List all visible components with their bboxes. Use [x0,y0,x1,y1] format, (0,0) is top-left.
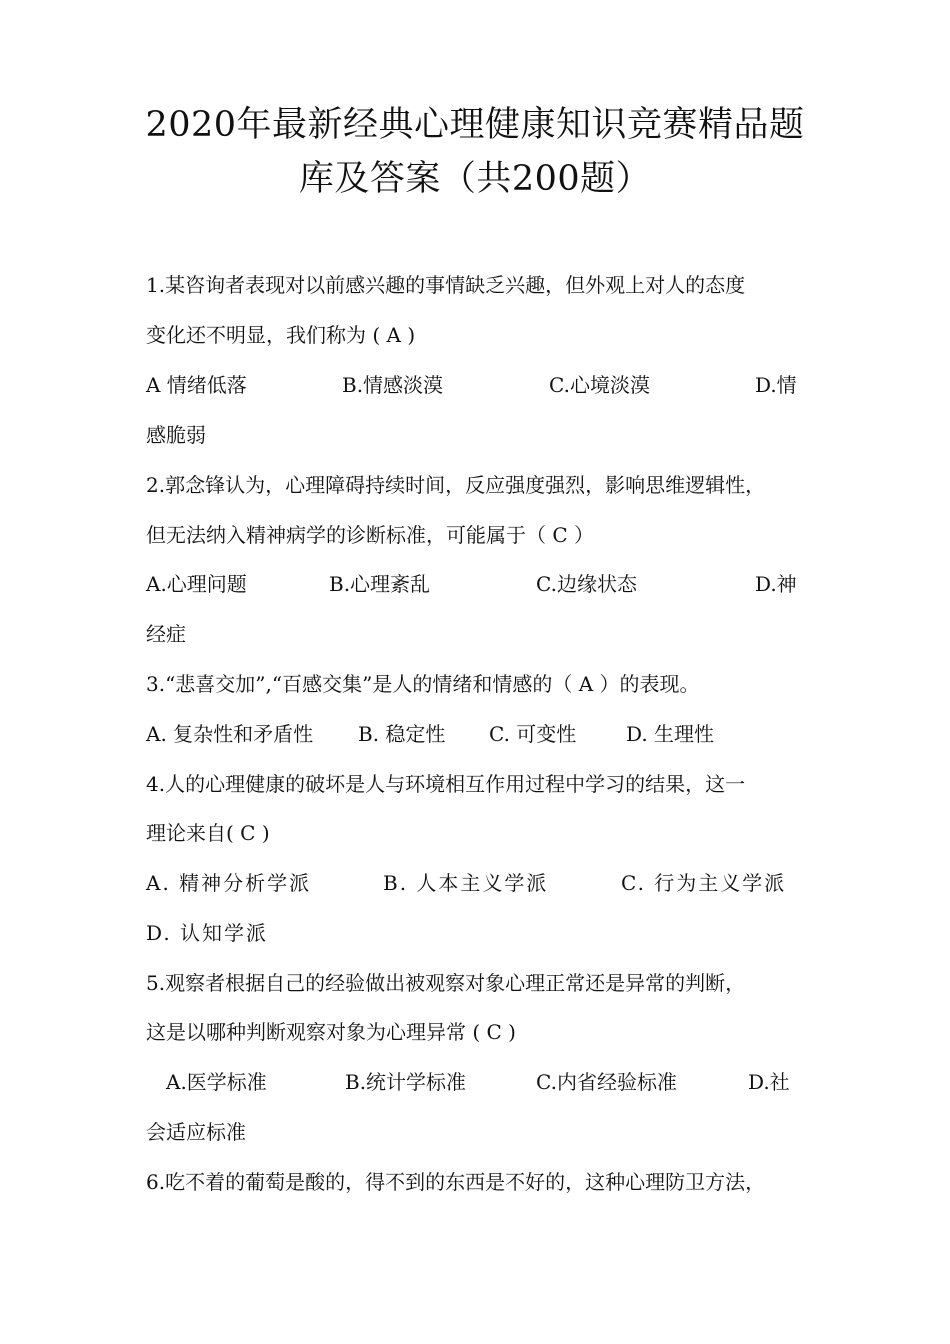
question-3-option-c: C. 可变性 [489,722,577,746]
question-2-option-d: D.神 [755,572,797,596]
question-1-option-d: D.情 [755,373,797,397]
question-4-option-c: C. 行为主义学派 [621,871,787,895]
question-5-option-b: B.统计学标准 [345,1070,467,1094]
question-2-option-c: C.边缘状态 [536,572,637,596]
question-4-stem-line-1: 4.人的心理健康的破坏是人与环境相互作用过程中学习的结果，这一 [146,772,746,796]
question-6-stem: 6.吃不着的葡萄是酸的，得不到的东西是不好的，这种心理防卫方法， [146,1170,766,1194]
question-2-option-wrap: 经症 [146,622,186,646]
question-1-option-wrap: 感脆弱 [146,423,206,447]
question-5-option-wrap: 会适应标准 [146,1120,246,1144]
question-2-option-b: B.心理紊乱 [329,572,431,596]
question-3-option-b: B. 稳定性 [358,722,446,746]
question-4-option-wrap: D. 认知学派 [146,921,269,945]
question-5-option-c: C.内省经验标准 [536,1070,677,1094]
question-1-option-b: B.情感淡漠 [342,373,444,397]
document-title-line-2: 库及答案（共200题） [298,159,652,199]
question-3-option-d: D. 生理性 [626,722,715,746]
question-1-option-a: A 情绪低落 [146,373,247,397]
question-5-option-a: A.医学标准 [166,1070,267,1094]
question-5-option-d: D.社 [748,1070,790,1094]
question-2-stem-line-1: 2.郭念锋认为，心理障碍持续时间，反应强度强烈，影响思维逻辑性， [146,473,766,497]
question-4-option-b: B. 人本主义学派 [383,871,549,895]
document-title-line-1: 2020年最新经典心理健康知识竞赛精品题 [145,105,805,145]
question-2-option-a: A.心理问题 [146,572,247,596]
question-4-option-a: A. 精神分析学派 [146,871,312,895]
question-4-stem-line-2: 理论来自( C ) [146,821,270,845]
question-5-stem-line-2: 这是以哪种判断观察对象为心理异常 ( C ) [146,1020,516,1044]
question-3-option-a: A. 复杂性和矛盾性 [146,722,314,746]
question-3-stem: 3.“悲喜交加”,“百感交集”是人的情绪和情感的（ A ）的表现。 [146,672,700,696]
question-1-stem-line-2: 变化还不明显，我们称为 ( A ) [146,323,416,347]
question-2-stem-line-2: 但无法纳入精神病学的诊断标准，可能属于（ C ） [146,523,595,547]
question-1-stem-line-1: 1.某咨询者表现对以前感兴趣的事情缺乏兴趣，但外观上对人的态度 [146,273,746,297]
question-1-option-c: C.心境淡漠 [549,373,650,397]
question-5-stem-line-1: 5.观察者根据自己的经验做出被观察对象心理正常还是异常的判断， [146,971,746,995]
